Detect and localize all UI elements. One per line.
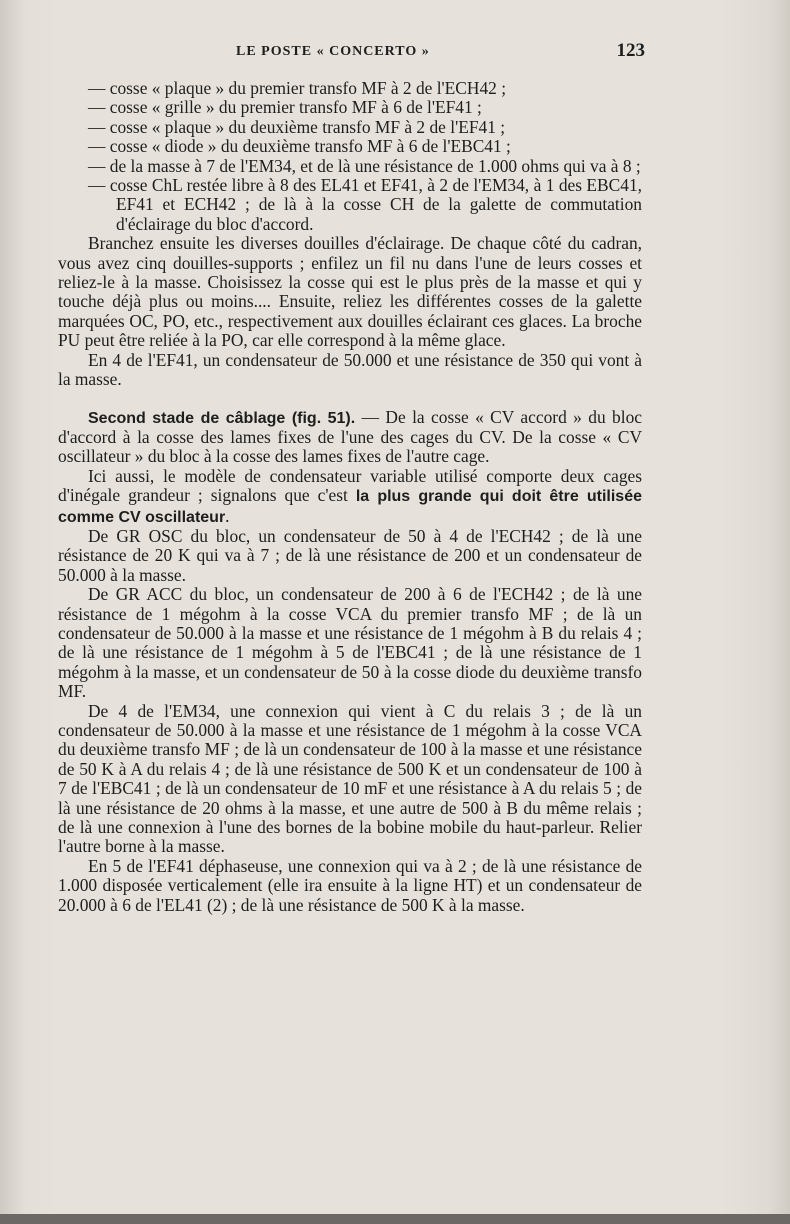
paragraph: Branchez ensuite les diverses douilles d'éclairage. De chaque côté du cadran, vous avez cinq douilles-supports ; enfilez un fil nu dans l'une de leurs cosses et reliez-le à la masse. Choisissez la cosse qui est le plus près de la masse et qui y touche déjà plus ou moins.... Ensuite, reliez les différentes cosses de la galette marquées OC, PO, etc., respectivement aux douilles éclairant ces glaces. La broche PU peut être reliée à la PO, car elle correspond à la même glace. — [58, 233, 642, 351]
paragraph: De 4 de l'EM34, une connexion qui vient à C du relais 3 ; de là un condensateur de 50.000 à la masse et une résistance de 1 mégohm à la cosse VCA du deuxième transfo MF ; de là un condensateur de 100 à la masse et une résistance de 50 K à A du relais 4 ; de là une résistance de 500 K et un condensateur de 100 à 7 de l'EBC41 ; de là un condensateur de 10 mF et une résistance à A du relais 5 ; de là une résistance de 20 ohms à la masse, et une autre de 500 à B du même relais ; de là une connexion à l'une des bornes de la bobine mobile du haut-parleur. Relier l'autre borne à la masse. — [58, 700, 642, 857]
section-heading-text: — De la cosse « CV accord » du bloc d'accord à la cosse des lames fixes de l'une des cages du CV. De la cosse « CV oscillateur » du bloc à la cosse des lames fixes de l'autre cage. — [58, 406, 642, 467]
page-number: 123 — [616, 40, 645, 61]
section-heading: Second stade de câblage (fig. 51). — [88, 409, 356, 427]
dash-item: — cosse « diode » du deuxième transfo MF à 6 de l'EBC41 ; — [88, 136, 511, 157]
bold-phrase: la plus grande qui doit être utilisée comme — [58, 488, 642, 526]
dash-item: — de la masse à 7 de l'EM34, et de là une résistance de 1.000 ohms qui va à 8 ; — [88, 155, 641, 176]
paragraph: Ici aussi, le modèle de condensateur variable utilisé comporte deux cages d'inégale grandeur ; signalons que c'est la plus grande qui doit être utilisée comme CV oscillateur. — [58, 465, 642, 526]
dash-item: — cosse « plaque » du premier transfo MF à 2 de l'ECH42 ; — [88, 78, 507, 98]
dash-item: — cosse « grille » du premier transfo MF à 6 de l'EF41 ; — [88, 97, 482, 118]
running-title: LE POSTE « CONCERTO » — [236, 44, 430, 59]
paragraph: En 4 de l'EF41, un condensateur de 50.000 et une résistance de 350 qui vont à la masse. — [58, 349, 642, 390]
running-header — [100, 40, 645, 66]
section-paragraph — [58, 408, 642, 467]
bold-term: CV oscillateur — [118, 508, 226, 526]
paragraph: En 5 de l'EF41 déphaseuse, une connexion qui va à 2 ; de là une résistance de 1.000 disposée verticalement (elle ira ensuite à la ligne HT) et un condensateur de 20.000 à 6 de l'EL41 (2) ; de là une résistance de 500 K à la masse. — [58, 855, 642, 915]
dash-item: — cosse « plaque » du deuxième transfo MF à 2 de l'EF41 ; — [88, 116, 506, 137]
paragraph: De GR OSC du bloc, un condensateur de 50 à 4 de l'ECH42 ; de là une résistance de 20 K qui va à 7 ; de là une résistance de 200 et un condensateur de 50.000 à la masse. — [58, 525, 642, 585]
scan-edge — [0, 1214, 790, 1224]
dash-item: — cosse ChL restée libre à 8 des EL41 et EF41, à 2 de l'EM34, à 1 des EBC41, EF41 et ECH42 ; de là à la cosse CH de la galette de commutation d'éclairage du bloc d'accord. — [88, 175, 642, 234]
body-text — [58, 79, 642, 915]
paragraph: De GR ACC du bloc, un condensateur de 200 à 6 de l'ECH42 ; de là une résistance de 1 mégohm à la cosse VCA du premier transfo MF ; de là un condensateur de 50.000 à la masse et une résistance de 1 mégohm à B du relais 4 ; de là une résistance de 1 mégohm à 5 de l'EBC41 ; de là une résistance de 1 mégohm à la masse, et un condensateur de 50 à la cosse diode du deuxième transfo MF. — [58, 584, 642, 702]
